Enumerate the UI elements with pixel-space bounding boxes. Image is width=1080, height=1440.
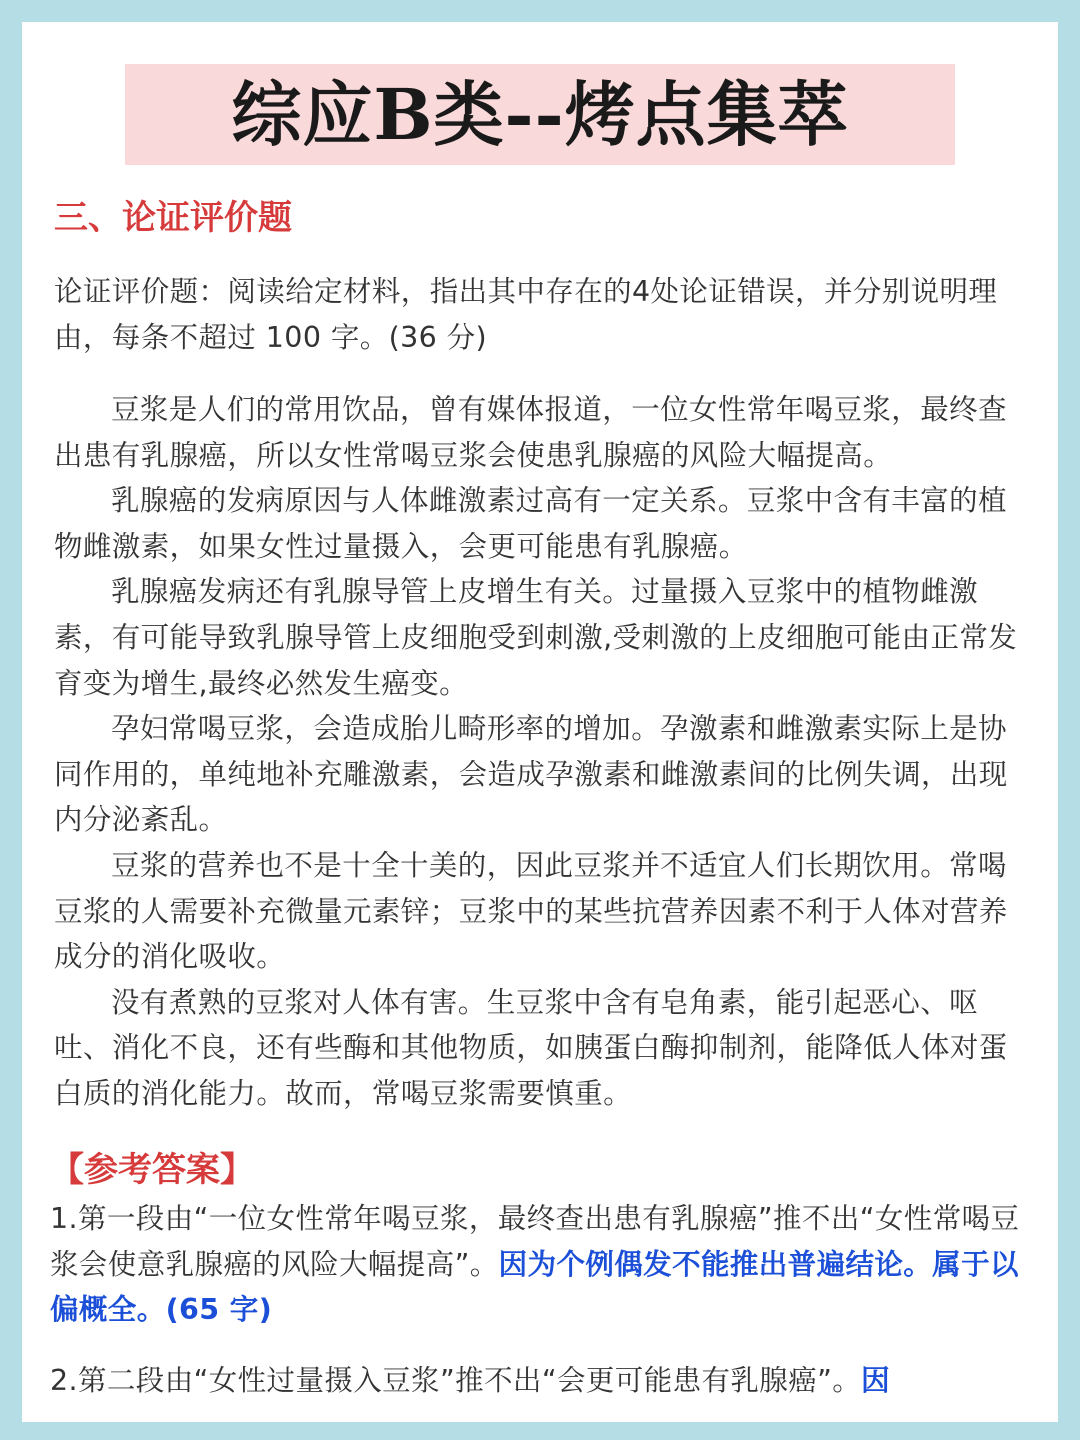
passage-paragraph: 乳腺癌发病还有乳腺导管上皮增生有关。过量摄入豆浆中的植物雌激素，有可能导致乳腺导管上皮细胞受到刺激,受刺激的上皮细胞可能由正常发育变为增生,最终必然发生癌变。 [54, 575, 1018, 700]
passage-paragraph: 豆浆是人们的常用饮品，曾有媒体报道，一位女性常年喝豆浆，最终查出患有乳腺癌，所以女性常喝豆浆会使患乳腺癌的风险大幅提高。 [54, 393, 1007, 472]
content-card [22, 22, 1058, 1422]
answer-heading: 【参考答案】 [50, 1150, 254, 1190]
reading-passage [54, 387, 1034, 1117]
passage-paragraph: 没有煮熟的豆浆对人体有害。生豆浆中含有皂角素，能引起恶心、呕吐、消化不良，还有些酶和其他物质，如胰蛋白酶抑制剂，能降低人体对蛋白质的消化能力。故而，常喝豆浆需要慎重。 [54, 985, 1008, 1110]
answer-text: 2.第二段由“女性过量摄入豆浆”推不出“会更可能患有乳腺癌”。 [50, 1364, 862, 1397]
page-title: 综应B类--烤点集萃 [231, 72, 849, 156]
answer-text: 1.第一段由“一位女性常年喝豆浆，最终查出患有乳腺癌”推不出“女性常喝豆浆会使意乳腺癌的风险大幅提高”。 [50, 1202, 1020, 1281]
answer-highlight: 因为个例偶发不能推出普遍结论。属于以偏概全。(65 字) [50, 1247, 1019, 1327]
passage-paragraph: 孕妇常喝豆浆，会造成胎儿畸形率的增加。孕激素和雌激素实际上是协同作用的，单纯地补充雕激素，会造成孕激素和雌激素间的比例失调，出现内分泌紊乱。 [54, 712, 1008, 837]
section-heading: 三、论证评价题 [54, 198, 292, 238]
answer-highlight: 因 [861, 1364, 891, 1397]
answer-item [50, 1196, 1034, 1333]
passage-paragraph: 豆浆的营养也不是十全十美的，因此豆浆并不适宜人们长期饮用。常喝豆浆的人需要补充微量元素锌；豆浆中的某些抗营养因素不利于人体对营养成分的消化吸收。 [54, 848, 1008, 974]
answer-item [50, 1358, 1034, 1404]
question-prompt: 论证评价题：阅读给定材料，指出其中存在的4处论证错误，并分别说明理由，每条不超过 100 字。(36 分) [54, 275, 998, 354]
title-banner [125, 64, 955, 165]
passage-paragraph: 乳腺癌的发病原因与人体雌激素过高有一定关系。豆浆中含有丰富的植物雌激素，如果女性过量摄入，会更可能患有乳腺癌。 [54, 484, 1007, 563]
